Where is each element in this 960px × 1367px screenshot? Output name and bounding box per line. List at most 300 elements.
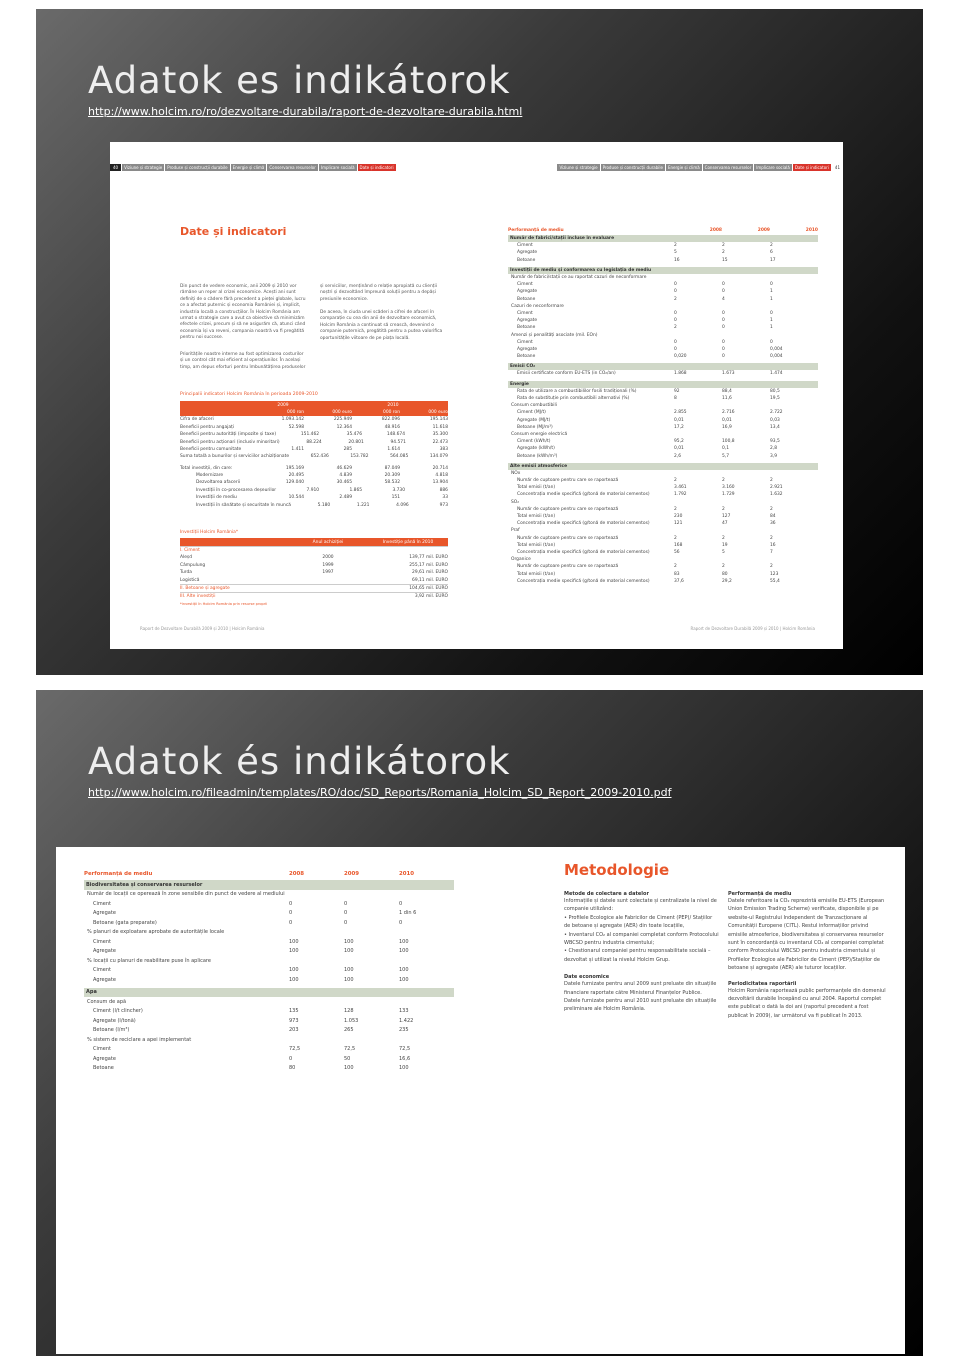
cell-value: 2 — [722, 535, 725, 541]
cell-value: 100 — [344, 976, 354, 983]
table-row — [508, 527, 818, 534]
row-label: Câmpulung — [180, 562, 206, 568]
header-label: Performanță de mediu — [508, 227, 564, 233]
year-header: 2009 — [757, 227, 770, 233]
cell-value: 100 — [289, 967, 299, 974]
table-row — [508, 424, 818, 431]
cell-value: 0,01 — [674, 446, 684, 452]
cell-value: 135 — [289, 1008, 299, 1015]
cell-value: 1 din 6 — [399, 910, 417, 917]
row-label: Agregate — [517, 346, 538, 352]
section-title: Biodiversitatea și conservarea resurselor — [86, 881, 203, 888]
cell-value: 4 — [722, 296, 725, 302]
table-title: Investiții Holcim România* — [180, 530, 239, 536]
cell-value: 2 — [674, 535, 677, 541]
cell-value: 1.422 — [399, 1017, 414, 1024]
cell-value: 652.436 — [310, 454, 329, 460]
cell-value: 13.904 — [432, 480, 448, 486]
row-label: Investiții în co-procesarea deșeurilor — [196, 487, 277, 493]
year-header: 2010 — [399, 871, 415, 877]
cell-value: 100 — [399, 976, 409, 983]
section-heading: Date economice — [564, 974, 610, 981]
table-row — [84, 1045, 454, 1055]
cell-value: 30.465 — [336, 480, 352, 486]
cell-value: 2 — [722, 478, 725, 484]
slide-link[interactable]: http://www.holcim.ro/fileadmin/templates/RO/doc/SD_Reports/Romania_Holcim_SD_Report_2009-2010.pdf — [88, 786, 672, 799]
cell-value: 1 — [770, 296, 773, 302]
cell-value: 2 — [674, 296, 677, 302]
table-row — [84, 966, 454, 976]
cell-value: 100 — [399, 948, 409, 955]
indicators-table — [180, 391, 448, 509]
nav-item-active[interactable]: Date și indicatori — [359, 165, 394, 170]
table-row — [508, 438, 818, 445]
row-label: Suma totală a bunurilor și serviciilor achiziționate — [180, 454, 290, 460]
cell-value: 148.674 — [386, 432, 406, 438]
row-label: Emisii certificate conform EU-ETS (in CO₂/an) — [517, 371, 616, 377]
slide-title: Adatok es indikátorok — [88, 59, 511, 102]
table-row — [508, 445, 818, 452]
cell-value: 134.079 — [429, 454, 448, 460]
cell-value: 2 — [722, 250, 725, 256]
cell-value: 12.364 — [336, 424, 352, 430]
cell-value: 36 — [770, 521, 776, 527]
nav-item[interactable]: Viziune și strategie — [559, 165, 598, 170]
cell-value: 1.729 — [722, 492, 735, 498]
table-row — [84, 947, 454, 957]
table-row — [508, 317, 818, 324]
row-label: Betoane (MJ/m³) — [517, 424, 553, 430]
table-row — [180, 446, 448, 453]
row-label: Investiții în sănătate și securitate în muncă — [196, 502, 291, 508]
cell-value: 0 — [722, 354, 725, 360]
cell-value: 4.839 — [339, 473, 352, 479]
cell-value: 50 — [344, 1055, 351, 1062]
row-label: Betoane (gata preparate) — [93, 919, 157, 926]
row-label: Ciment (MJ/t) — [517, 410, 546, 416]
nav-item[interactable]: Implicare socială — [320, 165, 355, 170]
cell-value: 15 — [722, 257, 728, 263]
table-row — [508, 506, 818, 513]
row-label: Număr de locații ce operează în zone sensibile din punct de vedere al mediului — [87, 891, 285, 898]
cell-value: 100 — [399, 1065, 409, 1072]
table-row — [508, 549, 818, 556]
cell-value: 285 — [343, 446, 352, 452]
cell-value: 6 — [770, 250, 773, 256]
row-label: Aleșd — [180, 555, 192, 561]
cell-value: 22.473 — [432, 439, 448, 445]
cell-value: 2.489 — [339, 495, 352, 501]
cell-value: 973 — [289, 1017, 299, 1024]
cell-value: 1997 — [322, 570, 334, 576]
table-row — [508, 353, 818, 360]
cell-value: 1.632 — [770, 492, 783, 498]
cell-value: 383 — [439, 446, 448, 452]
row-label: Ciment (l/t clincher) — [93, 1008, 143, 1015]
row-label: % planuri de exploatare aprobate de autoritățile locale — [87, 929, 225, 936]
section-heading: Periodicitatea raportării — [728, 980, 797, 987]
cell-value: 2.716 — [722, 410, 735, 416]
row-label: Agregate (MJ/t) — [517, 417, 551, 423]
row-label: Ciment — [517, 310, 533, 316]
cell-value: 0,004 — [770, 354, 783, 360]
cell-value: 1.792 — [674, 492, 687, 498]
row-label: Rata de utilizare a combustibililor fosili tradiționali (%) — [517, 388, 637, 394]
table-row — [84, 937, 454, 947]
row-label: Betoane (kWh/m³) — [517, 453, 558, 459]
cell-value: 58.532 — [384, 480, 400, 486]
cell-value: 235 — [399, 1027, 409, 1034]
table-row — [180, 424, 448, 431]
cell-value: 100 — [344, 938, 354, 945]
cell-value: 47 — [722, 521, 728, 527]
table-row — [508, 274, 818, 281]
cell-value: 2 — [770, 506, 773, 512]
cell-value: 37,6 — [674, 578, 684, 584]
section-heading: Performanță de mediu — [728, 891, 792, 897]
year-header: 2009 — [344, 871, 360, 877]
section-title: Apa — [86, 989, 97, 996]
cell-value: 29,61 mil. EURO — [412, 570, 448, 576]
table-row — [180, 501, 448, 508]
cell-value: 19 — [722, 542, 728, 548]
cell-value: 0 — [722, 310, 725, 316]
section-text: Informațiile și datele sunt colectate și centralizate la nivel de companie utilizând: • Profilele Ecologice ale Fabricilor de Ciment (PEP)/ Stațiilor de betoane și agregate (AER) din toate locațiile, • Inventarul CO₂ al companiei completat conform Protocolului WBCSD pentru industria cimentului; • Chestionarul companiei pentru responsabilitate socială – dezvoltat și utilizat la nivelul Holcim Grup. — [564, 898, 719, 963]
cell-value: 2 — [722, 243, 725, 249]
cell-value: 0 — [399, 919, 403, 926]
cell-value: 2 — [674, 506, 677, 512]
table-row — [508, 491, 818, 498]
cell-value: 1.221 — [356, 502, 370, 508]
cell-value: 56 — [674, 549, 680, 555]
table-row — [508, 257, 818, 264]
cell-value: 4.818 — [435, 473, 448, 479]
row-label: Betoane — [517, 296, 536, 302]
cell-value: 0,03 — [770, 417, 780, 423]
cell-value: 16 — [674, 257, 680, 263]
row-label: Betoane (l/m³) — [93, 1027, 130, 1034]
cell-value: 0 — [344, 919, 348, 926]
cell-value: 973 — [439, 502, 448, 508]
cell-value: 1.474 — [770, 371, 783, 377]
cell-value: 80 — [289, 1065, 296, 1072]
cell-value: 95,2 — [674, 439, 684, 445]
cell-value: 0,020 — [674, 354, 687, 360]
nav-item-active[interactable]: Date și indicatori — [794, 165, 829, 170]
cell-value: 2,6 — [674, 453, 681, 459]
group-name: III. Alte investiții — [180, 594, 216, 600]
cell-value: 88,4 — [722, 388, 732, 394]
row-label: Betoane — [517, 354, 536, 360]
cell-value: 1.673 — [722, 371, 735, 377]
page-footer: Raport de Dezvoltare Durabilă 2009 și 2010 | Holcim România — [690, 626, 815, 631]
cell-value: 1 — [770, 318, 773, 324]
cell-value: 46.629 — [336, 465, 352, 471]
section-heading — [508, 463, 818, 470]
year-header: 2009 — [277, 402, 289, 408]
section-heading — [508, 235, 818, 242]
cell-value: 0,1 — [722, 446, 729, 452]
row-label: Total emisii (t/an) — [517, 571, 556, 577]
row-label: Concentrația medie specifică (g/tonă de material cementos) — [517, 549, 650, 555]
nav-item[interactable]: Energie și climă — [232, 165, 265, 170]
cell-value: 0 — [722, 339, 725, 345]
cell-value: 230 — [674, 514, 683, 520]
table-row — [180, 479, 448, 486]
cell-value: 88.224 — [306, 439, 322, 445]
row-label: Total emisii (t/an) — [517, 485, 556, 491]
table-row — [508, 484, 818, 491]
nav-item[interactable]: Produse și construcții durabile — [602, 165, 663, 170]
cell-value: 35.300 — [432, 432, 448, 438]
row-label: Dezvoltarea afacerii — [196, 480, 241, 486]
row-label: Concentrația medie specifică (g/tonă de material cementos) — [517, 521, 650, 527]
cell-value: 1999 — [322, 562, 334, 568]
table-title: Principalii indicatori Holcim România în perioada 2009-2010 — [180, 392, 318, 398]
cell-value: 33 — [442, 495, 448, 501]
cell-value: 3,9 — [770, 453, 777, 459]
row-label: Total emisii (t/an) — [517, 542, 556, 548]
cell-value: 1.614 — [387, 446, 400, 452]
cell-value: 255,17 mil. EURO — [409, 562, 448, 568]
intro-paragraph: De aceea, în ciuda unei scăderi a cifrei de afaceri în comparație cu cea din anii de dezvoltare economică, Holcim România a continuat să crească, devenind o companie puternică, pregătită pentru a putea valorifica oportunitățile viitoare de pe piața locală. — [320, 310, 443, 341]
cell-value: 35.476 — [346, 432, 363, 438]
table-row — [84, 890, 454, 900]
table-row — [508, 556, 818, 563]
row-label: Număr de cuptoare pentru care se raportează — [517, 535, 619, 541]
row-label: Praf — [511, 528, 520, 534]
row-label: Beneficii pentru comunitate — [180, 446, 242, 452]
slide-title: Adatok és indikátorok — [88, 740, 511, 783]
cell-value: 2 — [674, 243, 677, 249]
table-row — [508, 542, 818, 549]
row-label: % sistem de reciclare a apei implementat — [87, 1036, 192, 1043]
table-row — [508, 281, 818, 288]
table-row — [508, 388, 818, 395]
page-number: 40 — [110, 164, 121, 171]
environment-rows — [84, 880, 454, 1073]
cell-value: 20.801 — [348, 439, 364, 445]
row-label: Număr de fabrici/stații ce au raportat cazuri de neconformare — [511, 275, 647, 281]
cell-value: 0 — [674, 318, 677, 324]
left-page-nav — [110, 164, 396, 171]
section-heading: Metode de colectare a datelor — [564, 891, 649, 897]
environment-table — [508, 226, 818, 585]
row-label: Betoane — [517, 257, 536, 263]
table-row — [508, 535, 818, 542]
cell-value: 0 — [674, 282, 677, 288]
table-row — [180, 416, 448, 423]
row-label: Betoane — [93, 1065, 114, 1072]
year-header: 2008 — [709, 227, 722, 233]
cell-value: 1 — [770, 289, 773, 295]
table-row — [180, 554, 448, 561]
table-row — [84, 909, 454, 919]
cell-value: 0 — [770, 282, 773, 288]
cell-value: 0 — [289, 919, 293, 926]
section-text: Datele referitoare la CO₂ reprezintă emisiile EU-ETS (European Union Emission Trading Scheme) verificate, disponibile și pe website-ul Registrului Independent de Tranzacționare al Comunității Europene (CITL). Restul informațiilor privind emisiile atmosferice, biodiversitatea și conservarea resurselor sunt în concordanță cu inventarul CO₂ al companiei completat conform Protocolului WBCSD pentru industria cimentului și Profilelor Ecologice ale Fabricilor de Ciment (PEP)/Stațiilor de betoane și agregate (AER) ale tuturor locațiilor. — [728, 898, 885, 972]
cell-value: 2 — [674, 325, 677, 331]
row-label: Număr de cuptoare pentru care se raportează — [517, 506, 619, 512]
table-row — [180, 494, 448, 501]
cell-value: 80 — [722, 571, 728, 577]
group-name: II. Betoane și agregate — [180, 585, 230, 591]
cell-value: 8 — [674, 396, 677, 402]
row-label: Betoane — [517, 325, 536, 331]
environment-table-2 — [84, 869, 454, 1073]
cell-value: 127 — [722, 514, 731, 520]
cell-value: 151 — [391, 495, 400, 501]
nav-item[interactable]: Energie și climă — [667, 165, 700, 170]
cell-value: 133 — [399, 1008, 409, 1015]
row-label: Total investiții, din care: — [180, 465, 233, 471]
cell-value: 822.096 — [381, 417, 400, 423]
column-header: Investiție până în 2010 — [382, 539, 434, 545]
table-row — [508, 395, 818, 402]
nav-item[interactable]: Conservarea resurselor — [269, 165, 316, 170]
section-title: Investiții de mediu și conformarea cu legislația de mediu — [510, 267, 652, 273]
table-row — [180, 576, 448, 583]
cell-value: 100 — [289, 948, 299, 955]
section-text: Holcim România raportează public performanțele din domeniul dezvoltării durabile începând cu anul 2004. Raportul complet este publicat o dată la doi ani (raportul precedent a fost publicat în 2009), iar următorul va fi publicat în 2013. — [728, 987, 886, 1019]
cell-value: 11,6 — [722, 396, 732, 402]
cell-value: 72,5 — [344, 1046, 356, 1053]
table-row — [508, 339, 818, 346]
cell-value: 2000 — [322, 555, 334, 561]
table-row — [508, 513, 818, 520]
cell-value: 129.040 — [285, 480, 304, 486]
year-header: 2008 — [289, 871, 305, 877]
row-label: Agregate (l/tonă) — [93, 1017, 136, 1024]
nav-item[interactable]: Produse și construcții durabile — [167, 165, 228, 170]
section-title: Energie — [510, 381, 529, 387]
row-label: Ciment — [517, 243, 533, 249]
cell-value: 0,004 — [770, 346, 783, 352]
methodology-title: Metodologie — [564, 861, 670, 879]
cell-value: 19,5 — [770, 396, 780, 402]
row-label: NOx — [511, 470, 521, 476]
slide-link[interactable]: http://www.holcim.ro/ro/dezvoltare-durabila/raport-de-dezvoltare-durabila.html — [88, 105, 523, 118]
cell-value: 2.722 — [770, 410, 783, 416]
cell-value: 100 — [289, 976, 299, 983]
cell-value: 5 — [722, 549, 725, 555]
cell-value: 11.618 — [432, 424, 448, 430]
table-row — [84, 975, 454, 985]
cell-value: 92 — [674, 388, 680, 394]
row-label: Beneficii pentru acționari (inclusiv minoritari) — [180, 439, 280, 445]
year-header: 2010 — [387, 402, 399, 408]
table-note: *investiții în Holcim România prin resurse proprii — [180, 602, 268, 607]
row-label: Agregate — [93, 976, 116, 983]
row-label: Investiții de mediu — [196, 495, 237, 501]
page-number: 41 — [832, 164, 843, 171]
table-row — [508, 452, 818, 459]
table-row — [180, 487, 448, 494]
cell-value: 123 — [770, 571, 779, 577]
group-name: I. Ciment — [180, 547, 200, 553]
section-title: Alte emisii atmosferice — [510, 463, 568, 469]
cell-value: 93,5 — [770, 439, 780, 445]
row-label: Consum combustibili — [511, 403, 557, 409]
row-label: Modernizare — [196, 473, 224, 479]
cell-value: 2 — [770, 564, 773, 570]
indicator-rows — [180, 416, 448, 509]
cell-value: 80,5 — [770, 388, 780, 394]
table-row — [508, 417, 818, 424]
cell-value: 265 — [344, 1027, 354, 1034]
table-header — [84, 869, 454, 879]
cell-value: 2.921 — [770, 485, 783, 491]
cell-value: 17 — [770, 257, 776, 263]
row-label: Ciment — [517, 282, 533, 288]
cell-value: 225.949 — [333, 417, 352, 423]
table-row — [84, 1064, 454, 1074]
cell-value: 0 — [722, 289, 725, 295]
cell-value: 0 — [399, 900, 403, 907]
cell-value: 87.049 — [384, 465, 400, 471]
cell-value: 0 — [344, 900, 348, 907]
table-row — [508, 499, 818, 506]
slide-1 — [36, 9, 923, 675]
table-row — [508, 520, 818, 527]
cell-value: 153.782 — [350, 454, 369, 460]
cell-value: 1 — [770, 325, 773, 331]
cell-value: 3,92 mil. EURO — [414, 594, 448, 600]
cell-value: 100 — [344, 967, 354, 974]
row-label: Cazuri de neconformare — [511, 303, 564, 309]
intro-paragraph: și serviciilor, menținând o relație apropiată cu clienții noștri și dezvoltând împreună soluții pentru a depăși presiunile economice. — [320, 284, 437, 302]
cell-value: 100 — [344, 948, 354, 955]
table-row — [508, 346, 818, 353]
nav-item[interactable]: Implicare socială — [756, 165, 790, 170]
header-label: Performanță de mediu — [84, 871, 153, 877]
cell-value: 0 — [770, 339, 773, 345]
table-row — [508, 409, 818, 416]
row-label: Beneficii pentru angajați — [180, 424, 234, 430]
cell-value: 4.096 — [396, 502, 409, 508]
row-label: % locații cu planuri de reabilitare puse în aplicare — [87, 957, 211, 964]
cell-value: 0,01 — [674, 417, 684, 423]
cell-value: 20.309 — [384, 473, 400, 479]
nav-item[interactable]: Viziune și strategie — [124, 165, 163, 170]
cell-value: 2 — [722, 506, 725, 512]
slide-2 — [36, 690, 923, 1356]
cell-value: 0 — [289, 910, 293, 917]
cell-value: 7 — [770, 549, 773, 555]
table-row — [84, 1007, 454, 1017]
column-header: Anul achiziției — [312, 539, 344, 545]
nav-item[interactable]: Conservarea resurselor — [704, 165, 752, 170]
table-row — [84, 918, 454, 928]
row-label: Concentrația medie specifică (g/tonă de material cementos) — [517, 578, 650, 584]
section-heading — [84, 988, 454, 998]
table-row — [180, 472, 448, 479]
cell-value: 29,2 — [722, 578, 732, 584]
report-spread — [56, 847, 905, 1354]
intro-paragraph: Din punct de vedere economic, anii 2009 și 2010 vor rămâne un reper al crizei economice. Acești ani sunt definiți de o cădere fără precedent a pieței globale, lucru ce a afectat puternic și economia României și, implicit, industria locală a construcțiilor. În Holcim România am urmat o strategie care a avut ca obiective să minimizăm efectele crizei, precum și să ne asigurăm că, atunci când economia își va reveni, compania noastră va fi pregătită pentru noi succese. — [180, 284, 306, 341]
cell-value: 7.910 — [306, 487, 320, 493]
row-label: Ciment — [93, 900, 111, 907]
table-row — [180, 453, 448, 460]
cell-value: 13,4 — [770, 424, 780, 430]
cell-value: 0 — [722, 325, 725, 331]
row-label: Ciment — [93, 1046, 111, 1053]
section-text: Datele furnizate pentru anul 2009 sunt preluate din situațiile financiare raportate către Ministerul Finanțelor Publice. Datele furnizate pentru anul 2010 sunt preluate din situațiile preliminare ale Holcim România. — [564, 981, 717, 1013]
table-row — [84, 899, 454, 909]
methodology-column — [564, 885, 719, 1014]
cell-value: 0 — [722, 282, 725, 288]
section-heading — [84, 880, 454, 890]
